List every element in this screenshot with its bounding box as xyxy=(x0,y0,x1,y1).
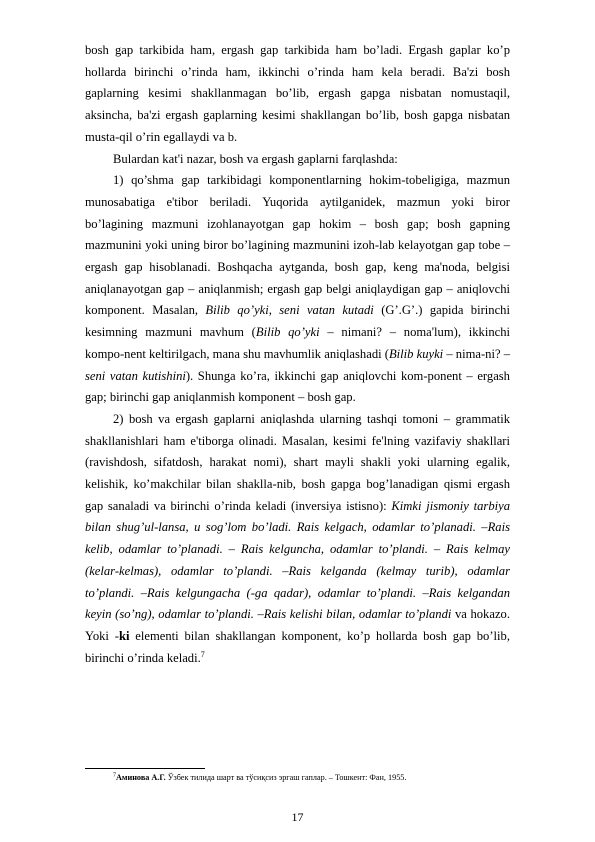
paragraph-4-text-1: 2) bosh va ergash gaplarni aniqlashda ularning tashqi tomoni – grammatik shakllanishlari ham e'tiborga olinadi. Masalan, kesimi fe'lning vazifaviy shakllari (ravishdosh, sifatdosh, harakat nomi), shart mayli shakli yoki ularning egalik, kelishik, ko’makchilar bilan shaklla-nib, bosh gapga bog’lanadigan qismi ergash gap sanaladi va birinchi o’rinda keladi (inversiya istisno): xyxy=(85,411,510,513)
example-fragment-2: Bilib kuyki xyxy=(388,346,444,361)
footnote-author: Аминова А.Г. xyxy=(116,773,166,782)
footnote-reference: 7 xyxy=(200,649,205,659)
paragraph-3-text-5: ). Shunga ko’ra, ikkinchi gap aniqlovchi kom-ponent – ergash gap; birinchi gap aniqlanmish komponent – bosh gap. xyxy=(85,368,510,405)
paragraph-3-text-1: 1) qo’shma gap tarkibidagi komponentlarning hokim-tobeligiga, mazmun munosabatiga e'tibor beriladi. Yuqorida aytilganidek, mazmun yoki biror bo’lagining mazmuni izohlanayotgan gap hokim – bosh gap; bosh gapning mazmunini yoki uning biror bo’lagining mazmunini izoh-lab kelayotgan gap tobe – ergash gap hisoblanadi. Boshqacha aytganda, bosh gap, keng ma'noda, belgisi aniqlanayotgan gap – aniqlanmish; ergash gap belgi aniqlaydigan gap – aniqlovchi komponent. Masalan, xyxy=(85,173,510,318)
footnote-text: Ўзбек тилида шарт ва тўсиқсиз эргаш гаплар. – Тошкент: Фан, 1955. xyxy=(165,773,407,782)
paragraph-3-text-2: (G’.G’.) gapida birinchi kesimning mazmuni mavhum ( xyxy=(85,303,510,340)
paragraph-4-text-3: elementi bilan shakllangan komponent, ko’p hollarda bosh gap bo’lib, birinchi o’rinda keladi. xyxy=(85,628,510,665)
paragraph-3-text-3: – nimani? – noma'lum), ikkinchi kompo-nent keltirilgach, mana shu mavhumlik aniqlashadi ( xyxy=(85,325,510,361)
example-sentence: Bilib qo’yki, seni vatan kutadi xyxy=(205,303,374,318)
example-sentences: Kimki jismoniy tarbiya bilan shug’ul-lansa, u sog’lom bo’ladi. Rais kelgach, odamlar to’planadi. –Rais kelib, odamlar to’planadi. – Rais kelguncha, odamlar to’plandi. – Rais kelmay (kelar-kelmas), odamlar to’plandi. –Rais kelganda (kelmay turib), odamlar to’plandi. –Rais kelgungacha (-ga qadar), odamlar to’plandi. –Rais kelgandan keyin (so’ng), odamlar to’plandi. –Rais kelishi bilan, odamlar to’plandi xyxy=(85,498,510,622)
footnote-divider xyxy=(85,768,205,769)
example-fragment-1: Bilib qo’yki xyxy=(255,325,320,340)
paragraph-3-text-4: – nima-ni? – xyxy=(443,346,511,361)
paragraph-3 xyxy=(85,170,510,409)
body-text xyxy=(85,40,510,669)
page-number: 17 xyxy=(291,810,304,824)
paragraph-2: Bulardan kat'i nazar, bosh va ergash gaplarni farqlashda: xyxy=(113,151,398,166)
paragraph-1: bosh gap tarkibida ham, ergash gap tarkibida ham bo’ladi. Ergash gaplar ko’p hollarda birinchi o’rinda ham, ikkinchi o’rinda ham kela beradi. Ba'zi bosh gaplarning kesimi shakllanmagan bo’lib, ergash gapga nisbatan nomustaqil, aksincha, ba'zi ergash gaplarning kesimi shakllangan bo’lib, bosh gapga nisbatan musta-qil o’rin egallaydi va b. xyxy=(85,43,510,144)
ki-element: ki xyxy=(118,628,130,643)
footnote xyxy=(113,772,513,783)
paragraph-4 xyxy=(85,409,510,669)
paragraph-4-text-2: va hokazo. Yoki - xyxy=(85,607,510,643)
example-fragment-3: seni vatan kutishini xyxy=(85,368,186,383)
footnote-mark: 7 xyxy=(113,772,116,779)
